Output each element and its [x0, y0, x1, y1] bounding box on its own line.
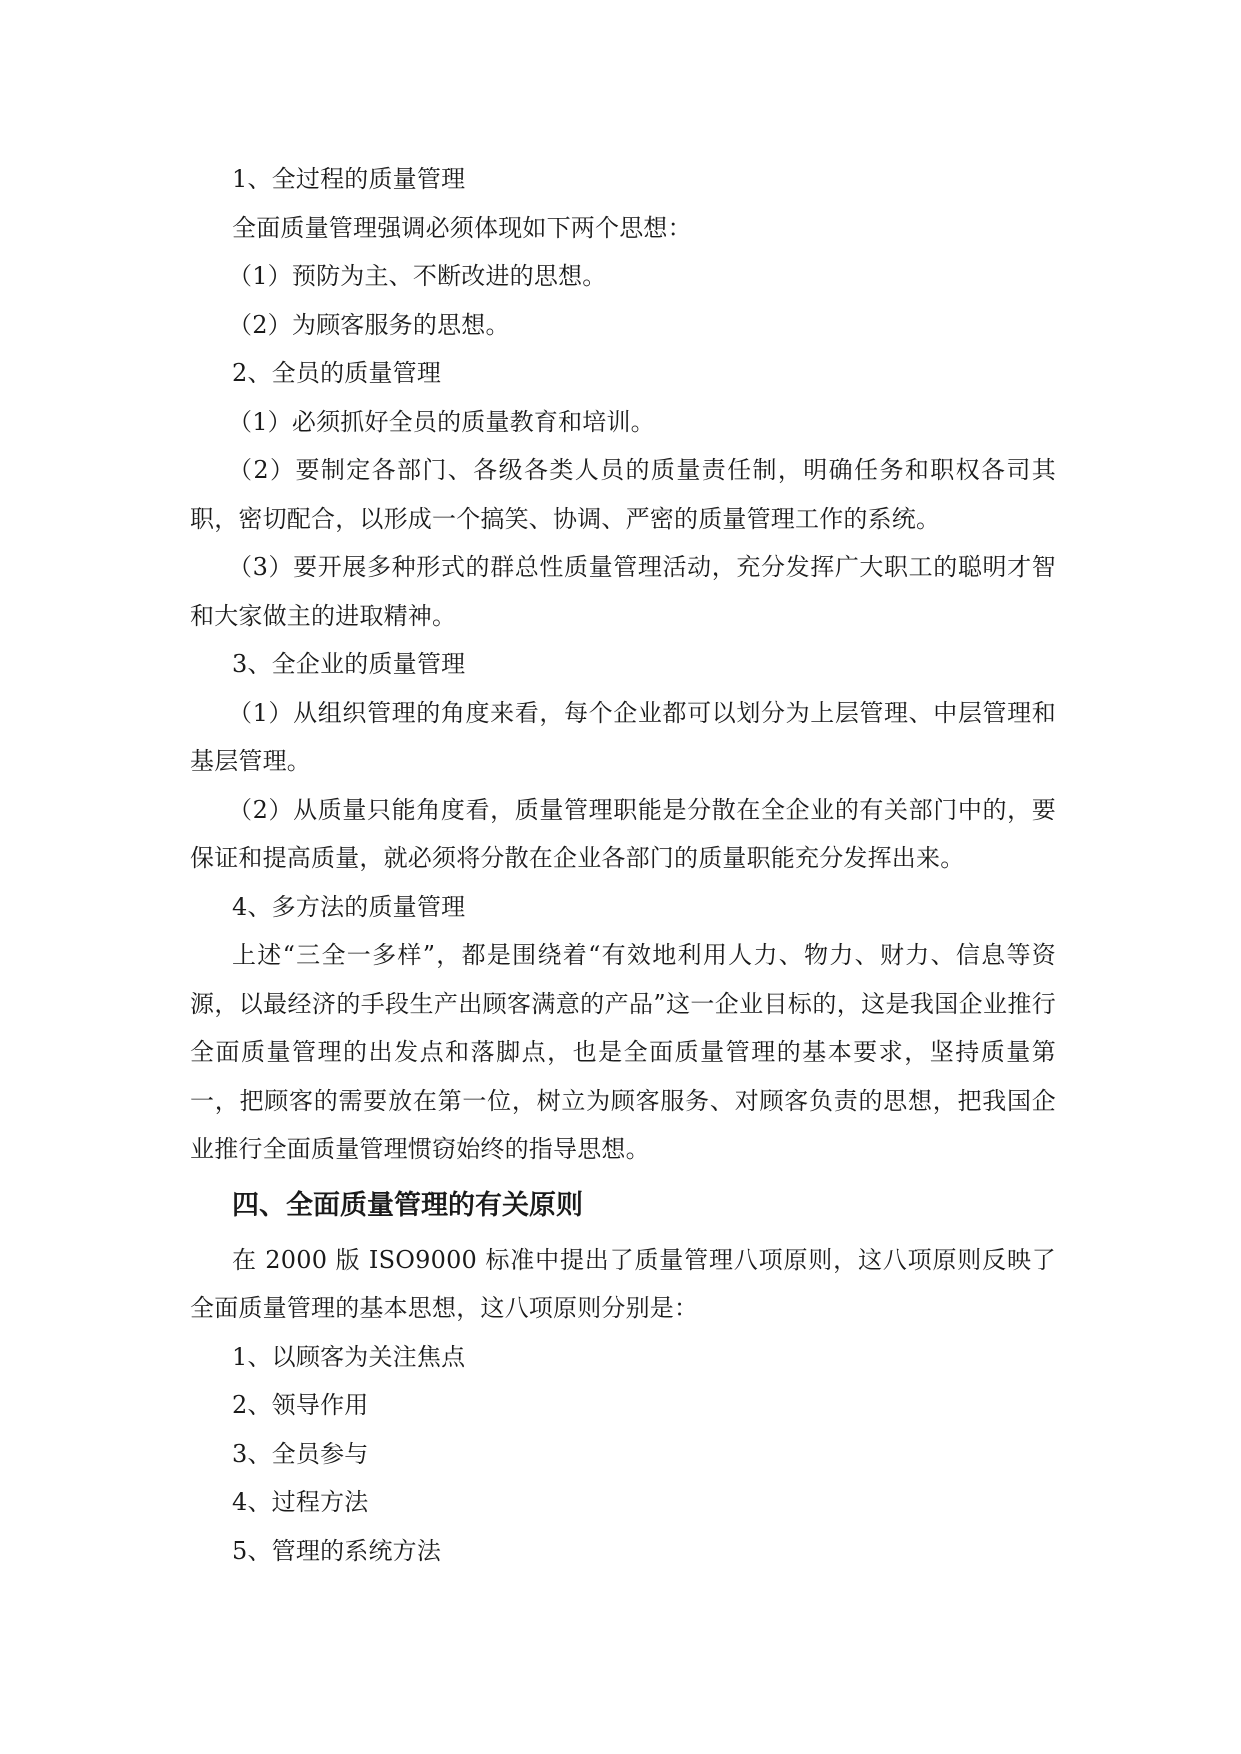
- principle-item: 4、过程方法: [232, 1488, 369, 1516]
- list-item-heading-4: 4、多方法的质量管理: [232, 892, 466, 921]
- list-item: （1）必须抓好全员的质量教育和培训。: [228, 407, 655, 436]
- list-item-heading-3: 3、全企业的质量管理: [232, 650, 466, 678]
- section-heading: 四、全面质量管理的有关原则: [232, 1189, 583, 1221]
- list-item: （3）要开展多种形式的群总性质量管理活动，充分发挥广大职工的聪明才智和大家做主的进取精神。: [190, 553, 1056, 630]
- list-item: （1）从组织管理的角度来看，每个企业都可以划分为上层管理、中层管理和基层管理。: [190, 698, 1056, 775]
- body-paragraph: 全面质量管理强调必须体现如下两个思想：: [232, 213, 692, 242]
- list-item: （1）预防为主、不断改进的思想。: [228, 262, 607, 290]
- list-item: （2）为顾客服务的思想。: [228, 310, 510, 339]
- document-body: [190, 155, 1056, 1575]
- list-item-heading-1: 1、全过程的质量管理: [232, 165, 466, 193]
- list-item: （2）要制定各部门、各级各类人员的质量责任制，明确任务和职权各司其职，密切配合，以形成一个搞笑、协调、严密的质量管理工作的系统。: [190, 456, 1056, 533]
- principle-item: 3、全员参与: [232, 1439, 369, 1468]
- body-paragraph: 在 2000 版 ISO9000 标准中提出了质量管理八项原则，这八项原则反映了全面质量管理的基本思想，这八项原则分别是：: [190, 1245, 1056, 1322]
- principle-item: 5、管理的系统方法: [232, 1536, 442, 1565]
- principle-item: 2、领导作用: [232, 1391, 369, 1419]
- body-paragraph: 上述“三全一多样”，都是围绕着“有效地利用人力、物力、财力、信息等资源，以最经济的手段生产出顾客满意的产品”这一企业目标的，这是我国企业推行全面质量管理的出发点和落脚点，也是全面质量管理的基本要求，坚持质量第一，把顾客的需要放在第一位，树立为顾客服务、对顾客负责的思想，把我国企业推行全面质量管理惯窃始终的指导思想。: [190, 941, 1056, 1163]
- principle-item: 1、以顾客为关注焦点: [232, 1342, 466, 1371]
- list-item-heading-2: 2、全员的质量管理: [232, 359, 442, 387]
- list-item: （2）从质量只能角度看，质量管理职能是分散在全企业的有关部门中的，要保证和提高质量，就必须将分散在企业各部门的质量职能充分发挥出来。: [190, 795, 1056, 872]
